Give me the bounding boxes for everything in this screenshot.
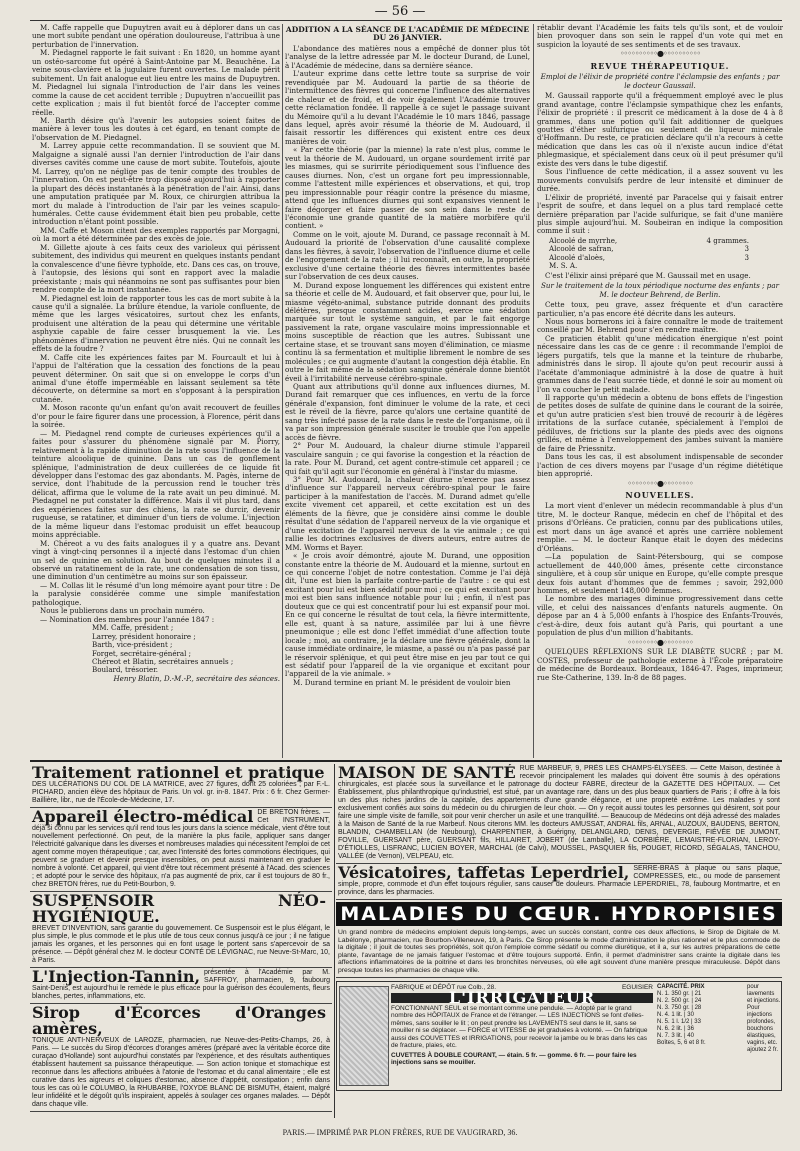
paragraph: MM. Caffe et Moson citent des exemples rapportés par Morgagni, où la mort a été déterminée par des excès de joie. [32, 225, 280, 244]
irrigateur-desc: FONCTIONNANT SEUL et se montant comme une pendule. — Adopté par le grand nombre des HÔPITAUX de France et de l'étranger. — LES INJECTIONS se font d'elles-mêmes, sans souiller le lit ; on peut prendre les LAVEMENTS seul dans le lit, sans se mouiller ni se déplacer. — FORCE et VITESSE de jet graduées à volonté. — On fabrique aussi des COUVETTES et IRRIGATIONS, pour recevoir la jambe ou le bras dans les cas de fracture, plaies, etc. [391, 1004, 648, 1050]
subtitle-elixir: Emploi de l'élixir de propriété contre l'éclampsie des enfants ; par le docteur Gaussail. [540, 72, 780, 90]
elixir-paragraphs [537, 92, 783, 236]
col1-paragraphs [32, 24, 280, 624]
recipe-qty: 3 [744, 252, 749, 262]
recipe-qty: 4 grammes. [706, 235, 749, 245]
ads-right-column [336, 764, 782, 1118]
subtitle-toux: Sur le traitement de la toux périodique nocturne des enfants ; par M. le docteur Behrend, de Berlin. [541, 281, 779, 299]
paragraph: « Je crois avoir démontré, ajoute M. Durand, une opposition constante entre la théorie de M. Audouard et la mienne, surtout en ce qui concerne l'objet de notre contestation. Comme je l'ai déjà dit, l'une est bien la parfaite contre-partie de l'autre : ce qui est excitant pour lui est bien sédatif pour moi ; ce qui est excitant pour moi est bien sans influence notable pour lui ; enfin, il n'est pas douteux que ce qui est concentratif pour lui est expansif pour moi. En ce qui concerne le résultat de tout cela, la fièvre intermittente, elle est, quant à sa nature, assimilée par lui à une fièvre pneumonique ; elle est donc l'effet immédiat d'une affection toute locale ; moi, au contraire, je la déclare une fièvre générale, dont la cause immédiate ordinaire, le miasme, a passé ou n'a pas passé par le réservoir splénique, et qui peut être mise en jeu par tout ce qui est sédatif pour l'appareil de la vie organique et excitant pour l'appareil de la vie animale. » [285, 551, 530, 679]
column-middle [285, 24, 530, 758]
imprint: PARIS.— IMPRIMÉ PAR PLON FRÈRES, RUE DE VAUGIRARD, 36. [282, 1128, 518, 1137]
paragraph: M. Chéreot a vu des faits analogues il y a quatre ans. Devant vingt à vingt-cinq personnes il a injecté dans l'estomac d'un chien un sel de quinine en solution. Au bout de quelques minutes il a observé un ratatinement de la rate, une condensation de son tissu, une diminution d'un centimètre au moins sur son épaisseur. [32, 538, 280, 582]
paragraph: M. Larrey appuie cette recommandation. Il se souvient que M. Malgaigne a signalé aussi l'an dernier l'introduction de l'air dans diverses cavités comme une cause de mort subite. Toutefois, ajoute M. Larrey, qu'on ne néglige pas de tenir compte des troubles de l'innervation. On est peut-être trop disposé aujourd'hui à rapporter la plupart des décès instantanés à la pénétration de l'air. Ainsi, dans une amputation pratiquée par M. Roux, ce chirurgien attribua la mort du malade à l'introduction de l'air par les veines scapulo-humérales. Cette cause évidemment était bien peu probable, cette introduction n'étant point possible. [32, 141, 280, 227]
recipe-qty: 3 [744, 244, 749, 254]
news-title: NOUVELLES. [625, 490, 695, 501]
advert-text: SERRE-BRAS à plaque ou sans plaque, COMPRESSES, etc., ou mode de pansement simple, propre, commode et d'un effet toujours régulier, sans causer de douleurs. Pharmacie LEPERDRIEL, 78, faubourg Montmartre, et en province, dans les pharmacies. [338, 865, 780, 896]
news-item: Le nombre des mariages diminue progressivement dans cette ville, et celui des naissances d'enfants naturels augmente. On dépose par an 4 à 5,000 enfants à l'hospice des Enfants-Trouvés, c'est-à-dire, deux fois autant qu'à Paris, qui pourtant a une population de plus d'un million d'habitants. [537, 594, 783, 638]
advert-text: BREVET D'INVENTION, sans garantie du gouvernement. Ce Suspensoir est le plus élégant, le plus simple, le plus commode et le plus utile de tous ceux connus jusqu'à ce jour ; il ne fatigue jamais les organes, et les personnes qui en font usage le portent sans s'apercevoir de sa présence. — Dépôt général chez M. le docteur CONTÉ DE LÉVIGNAC, rue Neuve-St-Marc, 10, à Paris. [32, 925, 330, 964]
member-entry: Boulard, trésorier. [92, 665, 159, 675]
irrigateur-left-text: FABRIQUE et DÉPÔT rue Colb., 28. [391, 983, 497, 991]
ornament-divider: ◦◦◦◦◦◦◦◦●◦◦◦◦◦◦◦◦ [627, 478, 693, 488]
paragraph: Quant aux attributions qu'il donne aux influences diurnes, M. Durand fait remarquer que ces influences, en vertu de la force générale d'expansion, font diminuer le volume de la rate, et ceci est le réveil de la fièvre, parce qu'alors une certaine quantité de sang très infecté passe de la rate dans le reste de l'organisme, où il va par son impression générale susciter le trouble que l'on appelle accès de fièvre. [285, 382, 530, 442]
advert [30, 764, 332, 808]
irrigateur-side-text: pour lavements et injections. Pour injections profondes, bouchons élastiques, vagins, etc. ajoutez 2 fr. [747, 983, 781, 1053]
advert-title: Sirop d'Écorces d'Oranges amères, [32, 1003, 326, 1038]
irrigateur-brand: L'IRRIGATEUR [391, 993, 653, 1003]
news-paragraphs [537, 502, 783, 637]
irrigateur-center [391, 984, 653, 1067]
table-title: CAPACITÉ. PRIX [657, 983, 705, 990]
news-item: La mort vient d'enlever un médecin recommandable à plus d'un titre, M. le docteur Ranque, médecin en chef de l'hôpital et des prisons d'Orléans. Ce praticien, connu par des publications utiles, est mort dans un âge avancé et après une carrière noblement remplie. — M. le docteur Ranque était le doyen des médecins d'Orléans. [537, 501, 783, 553]
paragraph: L'abondance des matières nous a empêché de donner plus tôt l'analyse de la lettre adressée par M. le docteur Durand, de Lunel, à l'Académie de médecine, dans sa dernière séance. [285, 43, 530, 70]
advert-title: Appareil électro-médical [32, 807, 254, 826]
ads-right-list [336, 764, 782, 900]
advert-title: L'Injection-Tannin, [32, 967, 201, 986]
ornament-divider: ◦◦◦◦◦◦◦◦●◦◦◦◦◦◦◦◦ [627, 637, 693, 647]
member-entry: MM. Caffe, président ; [92, 623, 174, 633]
paragraph: — Nomination des membres pour l'année 1847 : [40, 614, 215, 624]
advert-title: Traitement rationnel et pratique [32, 764, 325, 782]
irrigateur-illustration [339, 986, 389, 1086]
advert-title: Vésicatoires, taffetas Leperdriel, [338, 863, 630, 882]
toux-paragraphs [537, 301, 783, 479]
table-row: N. 1. 350 gr. | 21 [657, 990, 702, 997]
advert-text: DE BRETON frères. — Cet INSTRUMENT, déjà si connu par les services qu'il rend tous les jours dans la science médicale, vient d'être tout nouvellement perfectionné. On peut, de la manière la plus facile, appliquer sans danger l'électricité galvanique dans les diverses et nombreuses maladies qui nécessitent l'emploi de cet agent comme moyen thérapeutique ; car, avec l'intensité des fortes commotions électriques, qui peuvent se graduer et devenir presque insensibles, on peut aussi maintenant en graduer le nombre à volonté. Cet appareil, qui vient d'être tout récemment présenté à l'Acad. des sciences ; et adopté pour le service des hôpitaux, n'a pas augmenté de prix, car il est toujours de 80 fr., chez BRETON frères, rue du Petit-Bourbon, 9. [32, 809, 330, 888]
paragraph: L'élixir de propriété, inventé par Paracelse qui y faisait entrer l'esprit de soufre, et dans lequel on a plus tard remplacé cette dernière préparation par l'acide sulfurique, se fait d'une manière plus simple aujourd'hui. M. Soubeiran en indique la composition comme il suit : [537, 192, 783, 236]
column-right [537, 24, 783, 758]
advert-title: MAISON DE SANTÉ [338, 764, 516, 782]
recipe-item: Alcoolé de safran, [549, 244, 614, 254]
paragraph: « Par cette théorie (par la mienne) la rate n'est plus, comme le veut la théorie de M. Audouard, un organe sourdement irrité par les miasmes, qui se surirrite périodiquement sous l'influence des causes diurnes. Non, c'est un organe fort peu impressionnable, comme l'attestent mille expériences et observations, et qui, trop peu impressionnable pour réagir contre la présence du miasme, attend que les influences diurnes qui sont expansives viennent le faire dégorger et faire passer de son sein dans le reste de l'économie une grande quantité de la matière morbifère qu'il contient. » [285, 145, 530, 231]
digitale-ad-text: Un grand nombre de médecins emploient depuis long-temps, avec un succès constant, contre ces deux affections, le Sirop de Digitale de M. Labélonye, pharmacien, rue Bourbon-Villeneuve, 19, à Paris. Ce Sirop présente le mode d'administration le plus rationnel et le plus commode de la digitale ; il jouit de toutes ses propriétés, soit qu'on l'emploie comme sédatif ou comme diurétique, et il a, sur les autres préparations de cette plante, l'avantage de ne jamais fatiguer l'estomac et d'être toujours supporté. Enfin, il permet d'administrer sans crainte la digitale dans les affections inflammatoires de la poitrine et dans les bronchites nerveuses, où elle agit souvent d'une manière presque miraculeuse. Dépôt dans presque toutes les pharmacies de chaque ville. [336, 928, 782, 978]
table-row: N. 4. 1 lit. | 30 [657, 1011, 694, 1018]
advert [336, 864, 782, 900]
paragraph: Sous l'influence de cette médication, il a assez souvent vu les mouvements convulsifs perdre de leur intensité et diminuer de durée. [537, 167, 783, 194]
member-entry: Barth, vice-président ; [92, 640, 173, 650]
paragraph: M. Piedagnel rapporte le fait suivant : En 1820, un homme ayant un ostéo-sarcome fut opéré à Saint-Antoine par M. Beauchêne. La veine sous-clavière et la jugulaire furent ouvertes. Le malade périt subitement. Un fait analogue eut lieu entre les mains de Dupuytren. M. Piedagnel lui signala l'introduction de l'air dans les veines comme la cause de cet accident terrible ; Dupuytren n'accueillit pas cette explication ; mais il fut bientôt forcé de l'accepter comme réelle. [32, 48, 280, 117]
recipe-item: Alcoolé de myrrhe, [549, 235, 618, 245]
table-rows [657, 991, 745, 1040]
paragraph: M. Piedagnel est loin de rapporter tous les cas de mort subite à la cause qu'il a signalée. La brûlure étendue, la variole confluente, de même que les larges vésicatoires, surtout chez les enfants, produisent une altération de la peau qui détermine une véritable asphyxie capable de faire cesser brusquement la vie. Les phénomènes d'innervation ne peuvent être niés. Qui ne connaît les effets de la foudre ? [32, 293, 280, 354]
column-left [32, 24, 280, 758]
advert-text: présentée à l'Académie par M. SAFFROY, pharmacien, 9, faubourg Saint-Denis, est aujourd'hui le remède le plus efficace pour la guérison des écoulements, fleurs blanches, pertes, inflammations, etc. [32, 969, 330, 1000]
paragraph: M. Caffe cite les expériences faites par M. Fourcault et lui à l'appui de l'altération que la cessation des fonctions de la peau peuvent déterminer. On sait que si on enveloppe le corps d'un animal d'une étoffe imperméable en laissant seulement sa tête découverte, on détermine sa mort en s'opposant à la perspiration cutanée. [32, 352, 280, 404]
paragraph: Comme on le voit, ajoute M. Durand, ce passage reconnaît à M. Audouard la priorité de l'observation d'une causalité complexe dans les fièvres, à savoir, l'observation de l'influence diurne et celle de l'engorgement de la rate ; il lui reconnaît, en outre, la propriété exclusive d'une certaine théorie des fièvres intermittentes basée sur l'observation de ces deux causes. [285, 229, 530, 282]
paragraph: M. Barth désire qu'à l'avenir les autopsies soient faites de manière à lever tous les doutes à cet égard, en tenant compte de l'observation de M. Piedagnel. [32, 115, 280, 142]
table-row: N. 7. 3 lit. | 40 [657, 1032, 694, 1039]
recipe-row [549, 262, 749, 270]
advert-text: DES ULCÉRATIONS DU COL DE LA MATRICE, avec 27 figures, dont 25 coloriées ; par F.-L. PICHARD, ancien élève des hôpitaux de Paris. Un vol. gr. in-8. 1847. Prix : 6 fr. Chez Germer-Baillière, libr., rue de l'École-de-Médecine, 17. [32, 781, 330, 804]
table-row: N. 5. 1 l. 1/2 | 33 [657, 1018, 701, 1025]
signature: Henry Blatin, D.-M.-P., secrétaire des séances. [113, 673, 280, 683]
advert [30, 808, 332, 892]
paragraph: Dans tous les cas, il est absolument indispensable de seconder l'action de ces divers moyens par l'usage d'un régime diététique bien approprié. [537, 452, 783, 479]
paragraph: Ce praticien établit qu'une médication énergique n'est point nécessaire dans les cas de ce genre : il recommande l'emploi de légers purgatifs, tels que la manne et la teinture de rhubarbe, administrés dans le sirop. Il ajoute qu'on peut recourir aussi à l'acétate d'ammoniaque administré à la dose de quatre à huit grammes dans de l'eau sucrée tiède, et donné le soir au moment où l'on va coucher le petit malade. [537, 333, 783, 394]
section-title: REVUE THÉRAPEUTIQUE. [590, 60, 730, 71]
paragraph: Il rapporte qu'un médecin a obtenu de bons effets de l'ingestion de petites doses de sulfate de quinine dans le courant de la soirée, et qu'un autre praticien s'est bien trouvé de recourir à de légères irritations de la surface cutanée, spécialement à l'emploi de pédiluves, de frictions sur la plante des pieds avec des oignons grillés, et même à l'enveloppement des jambes suivant la manière de faire de Priessnitz. [537, 393, 783, 453]
paragraph: M. Caffe rappelle que Dupuytren avait eu à déplorer dans un cas une mort subite pendant une opération douloureuse, l'attribua à une perturbation de l'innervation. [32, 24, 280, 49]
top-rule [30, 20, 782, 21]
paragraph: M. Gaussail rapporte qu'il a fréquemment employé avec le plus grand avantage, contre l'éclampsie sympathique chez les enfants, l'élixir de propriété : il prescrit ce médicament à la dose de 4 à 8 grammes, dans une potion qu'il fait additionner de quelques gouttes d'éther sulfurique ou seulement de liqueur minérale d'Hoffmann. Du reste, ce praticien déclare qu'il n'a recours à cette médication que dans les cas où il n'existe aucun indice d'état phlegmasique, et spécialement dans ceux où il peut présumer qu'il existe des vers dans le tube digestif. [537, 91, 783, 168]
table-row: N. 2. 500 gr. | 24 [657, 997, 702, 1004]
recipe-item: Alcoolé d'aloès, [549, 252, 605, 262]
irrigateur-ad [336, 981, 782, 1091]
paragraph: Nous nous bornerons ici à faire connaître le mode de traitement conseillé par M. Behrend pour s'en rendre maître. [537, 316, 783, 335]
paragraph: 2° Pour M. Audouard, la chaleur diurne stimule l'appareil vasculaire sanguin ; ce qui favorise la congestion et la réaction de la rate. Pour M. Durand, cet agent contre-stimule cet appareil ; ce qui fait qu'il agit sur l'économie en général à l'instar du miasme. [285, 441, 530, 476]
news-item: —La population de Saint-Pétersbourg, qui se compose actuellement de 440,000 âmes, présente cette circonstance singulière, et à coup sûr unique en Europe, qu'elle compte presque deux fois autant d'hommes que de femmes ; savoir, 292,000 hommes, et seulement 148,000 femmes. [537, 552, 783, 595]
col2-paragraphs [285, 45, 530, 687]
recipe-item: M. S. A. [549, 261, 578, 271]
paragraph: 3° Pour M. Audouard, la chaleur diurne n'exerce pas assez d'influence sur l'appareil nerveux cérébro-spinal pour le faire participer à la manifestation de l'accès. M. Durand admet qu'elle excite vivement cet appareil, et cette excitation est un des éléments de la fièvre, que je considère ainsi comme le double résultat d'une sédation de l'appareil nerveux de la vie organique et d'une excitation de l'appareil nerveux de la vie animale ; ce qui rallie les doctrines exclusives de divers auteurs, entre autres de MM. Worms et Bayer. [285, 475, 530, 552]
ads-divider [334, 764, 335, 1118]
irrigateur-table [657, 984, 745, 1047]
column-divider [282, 24, 283, 758]
advert [30, 892, 332, 968]
ads-left-column [30, 764, 332, 1118]
irrigateur-right-label: EGUISIER [621, 983, 653, 991]
table-row: N. 6. 2 lit. | 36 [657, 1025, 694, 1032]
members-list [92, 624, 280, 675]
member-entry: Forget, secrétaire-général ; [92, 648, 192, 658]
column-divider [533, 24, 534, 758]
article-heading: ADDITION A LA SÉANCE DE L'ACADÉMIE DE MÉDECINE DU 26 JANVIER. [285, 25, 530, 43]
table-row: N. 3. 750 gr. | 28 [657, 1004, 702, 1011]
advert-text: RUE MARBEUF, 9, PRÈS LES CHAMPS-ÉLYSÉES. — Cette Maison, destinée à recevoir principalement les malades qui doivent être soumis à des opérations chirurgicales, est placée sous la surveillance et le patronage du docteur FABRE, directeur de la GAZETTE DES HÔPITAUX. — Cet Établissement, plus philanthropique qu'industriel, est situé, par un avantage rare, dans un des plus beaux quartiers de Paris ; il offre à la fois un des plus riches jardins de la capitale, des appartements d'une grande élégance, et une propreté extrême. Les malades y sont exclusivement confiés aux soins du médecin ou du chirurgien de leur choix. — On y reçoit aussi toutes les personnes qui désirent, soit pour faire une simple visite de famille, soit pour venir chercher un asile et une tranquillité. — Beaucoup de Médecins ont déjà adressé des malades à la Maison de Santé de la rue Marbeuf. Nous citerons MM. les docteurs AMUSSAT, ANDRAL fils, ARNAL, AUZOUX, BAUDENS, BERTON, BLANDIN, CHAMBELLAN (de Neubourg), CHARPENTIER, à Guérigny, DELANGLARD, DENIS, DEVERGIE, FIÉVÉE DE JUMONT, FOVILLE, GUERSANT père, GUERSANT fils, HILLAIRET, JOBERT (de Lamballe), LA CORBIÈRE, LEMAISTRE-FLORIAN, LEROY-D'ÉTIOLLES, LISFRANC, LUCIEN BOYER, MARCHAL (de Calvi), MOUSSEL, PASQUIER fils, POUGET, RICORD, SÉGALAS, TANCHOU, VALLÉE (de Vernon), VELPEAU, etc. [338, 765, 780, 860]
advert-title: SUSPENSOIR NÉO-HYGIÉNIQUE. [32, 891, 326, 926]
member-entry: Chéreot et Blatin, secrétaires annuels ; [92, 656, 234, 666]
advertisements [30, 760, 782, 1122]
paragraph: Cette toux, peu grave, assez fréquente et d'un caractère particulier, n'a pas encore été décrite dans les auteurs. [537, 300, 783, 318]
paragraph: M. Gillette ajoute à ces faits ceux des varioleux qui périssent subitement, des individus qui meurent en quelques instants pendant la convalescence d'une fièvre typhoïde, etc. Dans ces cas, on trouve, à l'autopsie, des lésions qui sont en rapport avec la maladie préexistante ; mais qui néanmoins ne sont pas suffisantes pour bien rendre compte de la mort instantanée. [32, 242, 280, 295]
paragraph: M. Durand termine en priant M. le président de vouloir bien [293, 677, 511, 687]
advert-text: TONIQUE ANTI-NERVEUX de LAROZE, pharmacien, rue Neuve-des-Petits-Champs, 26, à Paris. — Le succès du Sirop d'écorces d'oranges amères (préparé avec la véritable écorce dite curaçao d'Hollande) sont aujourd'hui constatés par l'expérience, et des résultats authentiques établissent hautement sa puissance thérapeutique. — Son action tonique et stomachique est reconnue dans les affections atribuées à l'atonie de l'estomac et du canal alimentaire ; elle est curative dans les aigreurs et coliques d'estomac, absence d'appétit, constipation ; enfin dans tous les cas où le COLUMBO, la RHUBARBE, l'OXYDE BLANC DE BISMUTH, étaient, malgré leur infidélité et le dégoût qu'ils inspiraient, appelés à soulager ces organes malades. — Dépôt dans chaque ville. [32, 1037, 330, 1108]
paragraph: M. Moson raconte qu'un enfant qu'on avait recouvert de feuilles d'or pour le faire figurer dans une procession, à Florence, périt dans la soirée. [32, 403, 280, 430]
heart-banner: MALADIES DU CŒUR. HYDROPISIES [336, 902, 782, 926]
advert [30, 968, 332, 1004]
after-recipe: C'est l'élixir ainsi préparé que M. Gaussail met en usage. [545, 270, 751, 280]
paragraph: Nous le publierons dans un prochain numéro. [40, 606, 205, 616]
recipe-list [549, 237, 783, 271]
intro-paragraph: rétablir devant l'Académie les faits tels qu'ils sont, et de vouloir bien provoquer dans son sein le rappel d'un vote qui met en suspicion la loyauté de ses sentiments et de ses travaux. [537, 24, 783, 49]
paragraph: L'auteur exprime dans cette lettre toute sa surprise de voir revendiquée par M. Audouard la partie de sa théorie de l'intermittence des fièvres qui concerne l'influence des alternatives de chaleur et de froid, et de voir également l'Académie trouver cette réclamation fondée. Il rappelle à ce sujet le passage suivant du Mémoire qu'il a lu devant l'Académie le 10 mars 1846, passage dans lequel, après avoir résumé la théorie de M. Audouard, il faisait ressortir les différences qui existent entre ces deux manières de voir. [285, 69, 530, 146]
advert [30, 1004, 332, 1112]
ornament-divider: ◦◦◦◦◦◦◦◦◦◦●◦◦◦◦◦◦◦◦◦◦ [619, 49, 701, 59]
recipe-row [549, 254, 749, 262]
advert [336, 764, 782, 864]
member-entry: Larrey, président honoraire ; [92, 631, 196, 641]
paragraph: — M. Collas lit le résumé d'un long mémoire ayant pour titre : De la paralysie considérée comme une simple manifestation pathologique. [32, 580, 280, 607]
paragraph: — M. Piedagnel rend compte de curieuses expériences qu'il a faites pour s'assurer du phénomène signalé par M. Piorry, relativement à la rapide diminution de la rate sous l'influence de la teinture alcoolique de quinine. Dans un cas de gonflement splénique, l'administration de deux cuillerées de ce liquide fit développer dans l'estomac des gaz abondants. M. Pagès, interne de service, dont l'habitude de la percussion rend le toucher très délicat, affirma que le volume de la rate avait un peu diminué. M. Piedagnel ne put constater la différence. Mais il vit plus tard, dans des expériences faites sur des chiens, la rate se durcir, devenir rugueuse, se ratatiner, et diminuer d'un tiers de volume. L'injection de la même liqueur dans l'estomac produisit un effet beaucoup moins appréciable. [32, 428, 280, 540]
irrigateur-footer: CUVETTES À DOUBLE COURANT, — étain. 5 fr. — gomme. 6 fr. — pour faire les injections sans se mouiller. [391, 1051, 637, 1067]
page-number: — 56 — [374, 4, 426, 19]
table-note: Boîtes, 5, 6 et 8 fr. [657, 1039, 706, 1046]
book-notice: QUELQUES RÉFLEXIONS SUR LE DIABÈTE SUCRÉ ; par M. COSTES, professeur de pathologie externe à l'École préparatoire de médecine de Bordeaux. Bordeaux, 1846-47. Pages, imprimeur, rue Ste-Catherine, 139. In-8 de 88 pages. [537, 647, 783, 682]
paragraph: M. Durand expose longuement les différences qui existent entre sa théorie et celle de M. Audouard, et fait observer que, pour lui, le miasme végéto-animal, substance putride donnant des produits délétères, presque constamment acides, exerce une sédation marquée sur tout le système sanguin, et par le fait engorge passivement la rate, organe vasculaire moins impressionnable et moins susceptible de réaction que les autres. Subissant une certaine stase, et se trouvant sans moyen d'élimination, ce miasme continu là sa fermentation et multiplie librement le nombre de ses molécules ; ce qui augmente d'autant la congestion déjà établie. En outre le fait même de la sédation sanguine générale donne bientôt éveil à l'irritabilité nerveuse cérébro-spinale. [285, 280, 530, 383]
